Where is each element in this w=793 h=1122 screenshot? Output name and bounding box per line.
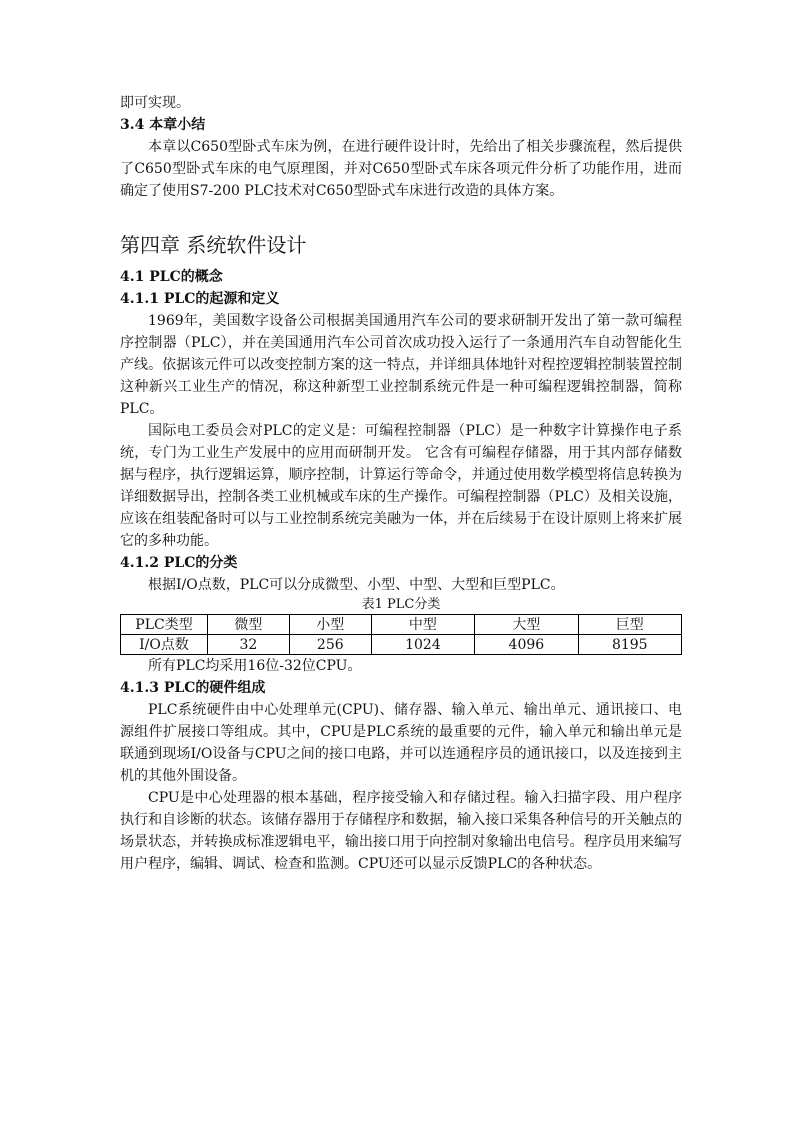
section-4-1-1-para-2: 国际电工委员会对PLC的定义是：可编程控制器（PLC）是一种数字计算操作电子系统，专门为工业生产发展中的应用而研制开发。 它含有可编程存储器，用于其内部存储数据与程序，执行逻辑运算，顺序控制，计算运行等命令，并通过使用数学模型将信息转换为详细数据导出，控制各类工业机械或车床的生产操作。可编程控制器（PLC）及相关设施，应该在组装配备时可以与工业控制系统完美融为一体，并在后续易于在设计原则上将来扩展它的多种功能。	[120, 423, 682, 549]
table-column-header: 巨型	[578, 615, 681, 635]
table-caption: 表1 PLC分类	[361, 597, 441, 612]
table-cell: 32	[208, 635, 290, 655]
table-row	[121, 635, 682, 655]
section-3-4-body: 本章以C650型卧式车床为例，在进行硬件设计时，先给出了相关步骤流程，然后提供了C650型卧式车床的电气原理图，并对C650型卧式车床各项元件分析了功能作用，进而确定了使用S7-200 PLC技术对C650型卧式车床进行改造的具体方案。	[120, 139, 682, 199]
table-cell: 1024	[371, 635, 474, 655]
document-page	[120, 92, 682, 875]
section-4-1-3-para-1: PLC系统硬件由中心处理单元(CPU)、储存器、输入单元、输出单元、通讯接口、电源组件扩展接口等组成。其中，CPU是PLC系统的最重要的元件，输入单元和输出单元是联通到现场I/O设备与CPU之间的接口电路，并可以连通程序员的通讯接口，以及连接到主机的其他外围设备。	[120, 702, 682, 784]
section-4-1-3-heading: 4.1.3 PLC的硬件组成	[120, 680, 266, 696]
plc-classification-table	[120, 614, 682, 655]
table-header-row	[121, 615, 682, 635]
table-cell: 256	[289, 635, 371, 655]
section-4-1-heading: 4.1 PLC的概念	[120, 269, 223, 285]
section-3-4-heading: 3.4 本章小结	[120, 117, 206, 133]
section-4-1-1-heading: 4.1.1 PLC的起源和定义	[120, 291, 280, 307]
chapter-title: 第四章 系统软件设计	[120, 233, 307, 257]
table-column-header: 中型	[371, 615, 474, 635]
section-4-1-2-intro: 根据I/O点数，PLC可以分成微型、小型、中型、大型和巨型PLC。	[148, 577, 565, 593]
table-column-header: 小型	[289, 615, 371, 635]
table-header-label: PLC类型	[121, 615, 208, 635]
section-4-1-1-para-1: 1969年，美国数字设备公司根据美国通用汽车公司的要求研制开发出了第一款可编程序控制器（PLC），并在美国通用汽车公司首次成功投入运行了一条通用汽车自动智能化生产线。依据该元件可以改变控制方案的这一特点，并详细具体地针对程控逻辑控制装置控制这种新兴工业生产的情况，称这种新型工业控制系统元件是一种可编程逻辑控制器，简称PLC。	[120, 313, 682, 417]
section-4-1-2-heading: 4.1.2 PLC的分类	[120, 555, 238, 571]
continued-text: 即可实现。	[120, 95, 190, 111]
table-row-label: I/O点数	[121, 635, 208, 655]
table-cell: 4096	[475, 635, 578, 655]
table-note: 所有PLC均采用16位-32位CPU。	[148, 658, 362, 674]
table-column-header: 微型	[208, 615, 290, 635]
section-4-1-3-para-2: CPU是中心处理器的根本基础，程序接受输入和存储过程。输入扫描字段、用户程序执行和自诊断的状态。该储存器用于存储程序和数据，输入接口采集各种信号的开关触点的场景状态，并转换成标准逻辑电平，输出接口用于向控制对象输出电信号。程序员用来编写用户程序，编辑、调试、检查和监测。CPU还可以显示反馈PLC的各种状态。	[120, 790, 682, 872]
table-column-header: 大型	[475, 615, 578, 635]
table-cell: 8195	[578, 635, 681, 655]
